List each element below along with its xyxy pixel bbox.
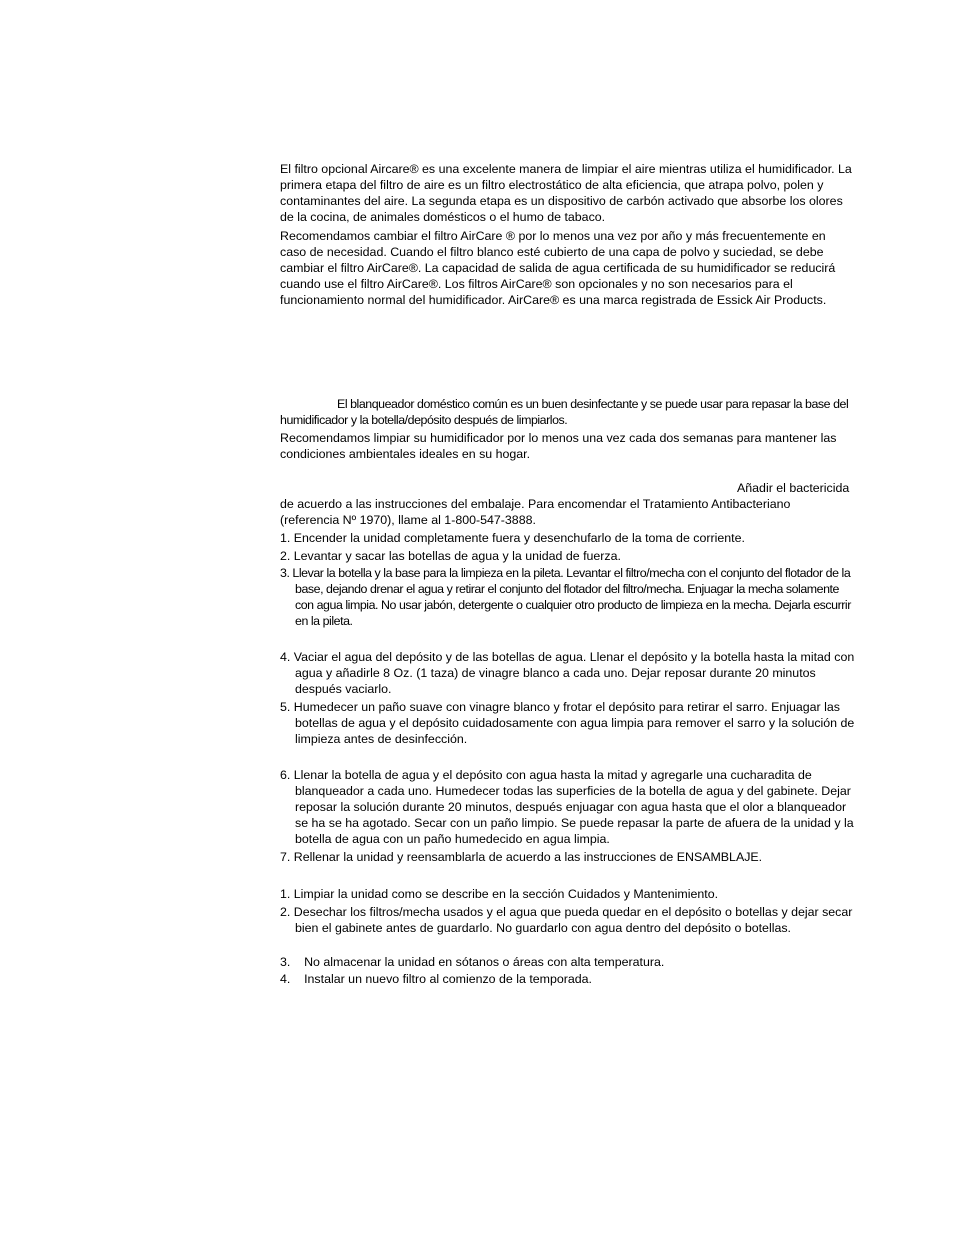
storage-step-3: 3. No almacenar la unidad en sótanos o áreas con alta temperatura.	[280, 955, 665, 969]
aircare-paragraph-2: Recomendamos cambiar el filtro AirCare ® por lo menos una vez por año y más frecuentemente en caso de necesidad. Cuando el filtro blanco esté cubierto de una capa de polvo y suciedad, se debe cambiar el filtro AirCare®. La capacidad de salida de agua certificada de su humidificador se reducirá cuando use el filtro AirCare®. Los filtros AirCare® son opcionales y no son necesarios para el funcionamiento normal del humidificador. AirCare® es una marca registrada de Essick Air Products.	[280, 229, 836, 308]
cleaning-paragraph-bactericide: Añadir el bactericida de acuerdo a las instrucciones del embalaje. Para encomendar el Tratamiento Antibacteriano (referencia Nº 1970), llame al 1-800-547-3888.	[280, 481, 850, 528]
cleaning-step-7: 7. Rellenar la unidad y reensamblarla de acuerdo a las instrucciones de ENSAMBLAJE.	[280, 850, 763, 864]
cleaning-step-2: 2. Levantar y sacar las botellas de agua y la unidad de fuerza.	[280, 549, 621, 563]
storage-step-4: 4. Instalar un nuevo filtro al comienzo de la temporada.	[280, 972, 593, 986]
cleaning-step-5: 5. Humedecer un paño suave con vinagre blanco y frotar el depósito para retirar el sarro. Enjuagar las botellas de agua y el depósito cuidadosamente con agua limpia para remover el sarro y la solución de limpieza antes de desinfección.	[280, 700, 855, 747]
cleaning-step-6: 6. Llenar la botella de agua y el depósito con agua hasta la mitad y agregarle una cucharadita de blanqueador a cada uno. Humedecer todas las superficies de la botella de agua y del gabinete. Dejar reposar la solución durante 20 minutos, después enjuagar con agua hasta que el olor a blanqueador se ha se ha agotado. Secar con un paño limpio. Se puede repasar la parte de afuera de la unidad y la botella de agua con un paño humedecido en agua limpia.	[280, 768, 854, 847]
cleaning-paragraph-frequency: Recomendamos limpiar su humidificador por lo menos una vez cada dos semanas para mantener las condiciones ambientales ideales en su hogar.	[280, 431, 837, 462]
cleaning-step-1: 1. Encender la unidad completamente fuera y desenchufarlo de la toma de corriente.	[280, 531, 745, 545]
cleaning-step-4: 4. Vaciar el agua del depósito y de las botellas de agua. Llenar el depósito y la botella hasta la mitad con agua y añadirle 8 Oz. (1 taza) de vinagre blanco a cada uno. Dejar reposar durante 20 minutos después vaciarlo.	[280, 650, 855, 697]
storage-step-2: 2. Desechar los filtros/mecha usados y el agua que pueda quedar en el depósito o botellas y dejar secar bien el gabinete antes de guardarlo. No guardarlo con agua dentro del depósito o botellas.	[280, 905, 853, 936]
cleaning-step-3: 3. Llevar la botella y la base para la limpieza en la pileta. Levantar el filtro/mecha con el conjunto del flotador de la base, dejando drenar el agua y retirar el conjunto del flotador del filtro/mecha. Enjuagar la mecha solamente con agua limpia. No usar jabón, detergente o cualquier otro producto de limpieza en la mecha. Dejarla escurrir en la pileta.	[280, 566, 851, 629]
cleaning-paragraph-bleach: El blanqueador doméstico común es un buen desinfectante y se puede usar para repasar la base del humidificador y la botella/depósito después de limpiarlos.	[280, 397, 849, 428]
storage-step-1: 1. Limpiar la unidad como se describe en la sección Cuidados y Mantenimiento.	[280, 887, 719, 901]
aircare-paragraph-1: El filtro opcional Aircare® es una excelente manera de limpiar el aire mientras utiliza el humidificador. La primera etapa del filtro de aire es un filtro electrostático de alta eficiencia, que atrapa polvo, polen y contaminantes del aire. La segunda etapa es un dispositivo de carbón activado que absorbe los olores de la cocina, de animales domésticos o el humo de tabaco.	[280, 162, 852, 225]
